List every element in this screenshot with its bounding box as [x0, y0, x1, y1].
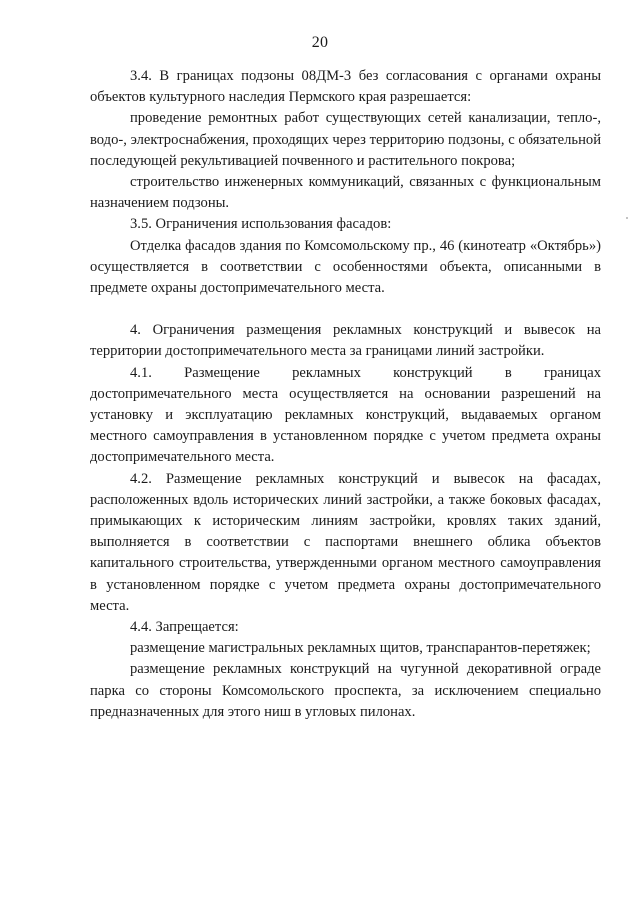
paragraph-engineering-construction: строительство инженерных коммуникаций, связанных с функциональным назначением подзоны. — [90, 174, 601, 212]
paragraph-3-5: 3.5. Ограничения использования фасадов: — [130, 216, 392, 233]
paragraph-repair-works: проведение ремонтных работ существующих сетей канализации, тепло-, водо-, электроснабжения, проходящих через территорию подзоны, с обязательной последующей рекультивацией почвенного и растительного покрова; — [90, 110, 601, 169]
paragraph-4-2: 4.2. Размещение рекламных конструкций и вывесок на фасадах, расположенных вдоль исторических линий застройки, а также боковых фасадах, примыкающих к историческим линиям застройки, кровлях таких зданий, выполняется в соответствии с паспортами внешнего облика объектов капитального строительства, утвержденными органом местного самоуправления в установленном порядке с учетом предмета охраны достопримечательного места. — [90, 470, 601, 614]
scan-mark — [626, 217, 628, 219]
page-number: 20 — [311, 34, 329, 51]
paragraph-3-4: 3.4. В границах подзоны 08ДМ-3 без согласования с органами охраны объектов культурного наследия Пермского края разрешается: — [90, 68, 601, 106]
document-body — [90, 66, 601, 723]
section-4-heading: 4. Ограничения размещения рекламных конструкций и вывесок на территории достопримечательного места за границами линий застройки. — [90, 322, 601, 360]
paragraph-prohibited-billboards: размещение магистральных рекламных щитов, транспарантов-перетяжек; — [130, 640, 591, 657]
paragraph-4-4: 4.4. Запрещается: — [130, 619, 239, 636]
paragraph-prohibited-fence: размещение рекламных конструкций на чугунной декоративной ограде парка со стороны Комсомольского проспекта, за исключением специально предназначенных для этого ниш в угловых пилонах. — [90, 661, 601, 720]
paragraph-4-1: 4.1. Размещение рекламных конструкций в границах достопримечательного места осуществляется на основании разрешений на установку и эксплуатацию рекламных конструкций, выдаваемых органом местного самоуправления в установленном порядке с учетом предмета охраны достопримечательного места. — [90, 364, 601, 466]
paragraph-facade-finishing: Отделка фасадов здания по Комсомольскому пр., 46 (кинотеатр «Октябрь») осуществляется в соответствии с особенностями объекта, описанными в предмете охраны достопримечательного места. — [90, 237, 601, 297]
